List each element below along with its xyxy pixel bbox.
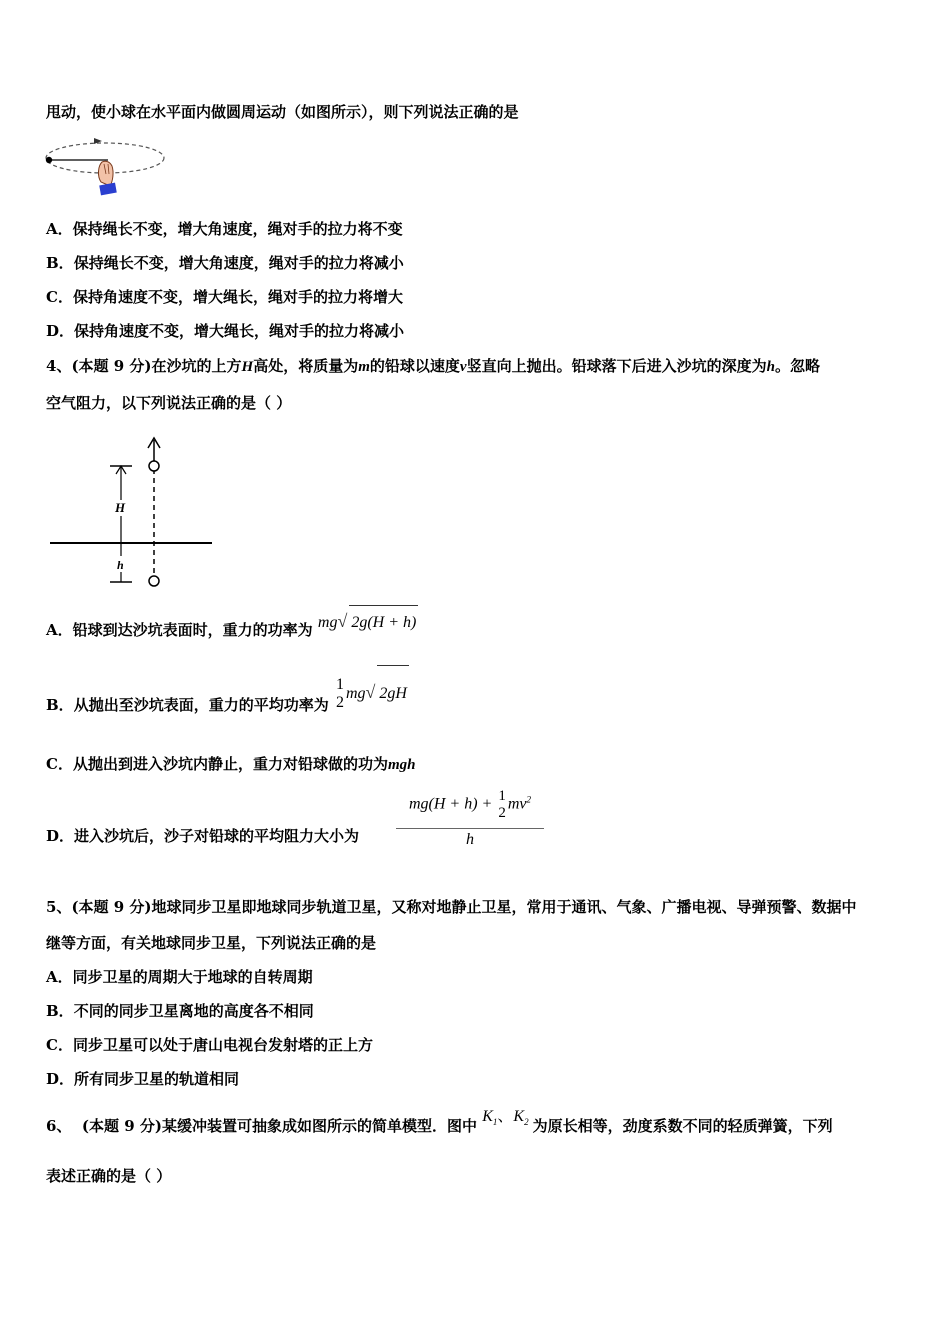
circular-motion-figure: [40, 136, 170, 198]
sleeve: [99, 183, 116, 196]
q6-stem-line1: 6、 (本题 9 分)某缓冲装置可抽象成如图所示的简单模型．图中 $K_1$、$K_2$ 为原长相等，劲度系数不同的轻质弹簧，下列: [46, 1108, 833, 1135]
k-symbols: $K_1$、$K_2$: [482, 1108, 529, 1128]
q4-stem-line2: 空气阻力，以下列说法正确的是（ ）: [46, 394, 292, 412]
formula-a: mg√ 2g(H + h): [318, 614, 418, 631]
ball-bottom: [149, 576, 159, 586]
fig-label-h: h: [117, 558, 124, 572]
q3-stem-tail: 甩动，使小球在水平面内做圆周运动（如图所示），则下列说法正确的是: [46, 103, 519, 121]
q4-option-b: B．从抛出至沙坑表面，重力的平均功率为 1 2 mg√ 2gH: [46, 676, 409, 734]
q5-option-b: B．不同的同步卫星离地的高度各不相同: [46, 1002, 314, 1020]
q4-option-c: C．从抛出到进入沙坑内静止，重力对铅球做的功为mgh: [46, 755, 416, 773]
q5-option-a: A．同步卫星的周期大于地球的自转周期: [46, 968, 313, 986]
q5-stem-line1: 5、(本题 9 分)地球同步卫星即地球同步轨道卫星，又称对地静止卫星，常用于通讯、气象、广播电视、导弹预警、数据中: [46, 898, 857, 916]
q5-option-d: D．所有同步卫星的轨道相同: [46, 1070, 240, 1088]
q4-stem-line1: 4、(本题 9 分)在沙坑的上方H高处，将质量为m的铅球以速度v竖直向上抛出。铅球落下后进入沙坑的深度为h。忽略: [46, 357, 820, 375]
sandpit-figure: [44, 430, 224, 595]
q5-option-c: C．同步卫星可以处于唐山电视台发射塔的正上方: [46, 1036, 373, 1054]
q6-stem-line2: 表述正确的是（ ）: [46, 1167, 172, 1185]
ball-top: [149, 461, 159, 471]
q5-stem-line2: 继等方面，有关地球同步卫星，下列说法正确的是: [46, 934, 377, 952]
formula-d: mg(H + h) + 1 2 $mv^2$ h: [396, 788, 544, 851]
q4-option-d-label: D．进入沙坑后，沙子对铅球的平均阻力大小为: [46, 827, 360, 845]
fig-label-H: H: [115, 500, 126, 515]
q3-option-d: D．保持角速度不变，增大绳长，绳对手的拉力将减小: [46, 322, 405, 340]
q3-option-c: C．保持角速度不变，增大绳长，绳对手的拉力将增大: [46, 288, 403, 306]
q4-option-a: A．铅球到达沙坑表面时，重力的功率为 mg√ 2g(H + h): [46, 612, 418, 648]
q3-option-b: B．保持绳长不变，增大角速度，绳对手的拉力将减小: [46, 254, 404, 272]
q3-option-a: A．保持绳长不变，增大角速度，绳对手的拉力将不变: [46, 220, 403, 238]
formula-b: 1 2 mg√ 2gH: [334, 685, 409, 702]
